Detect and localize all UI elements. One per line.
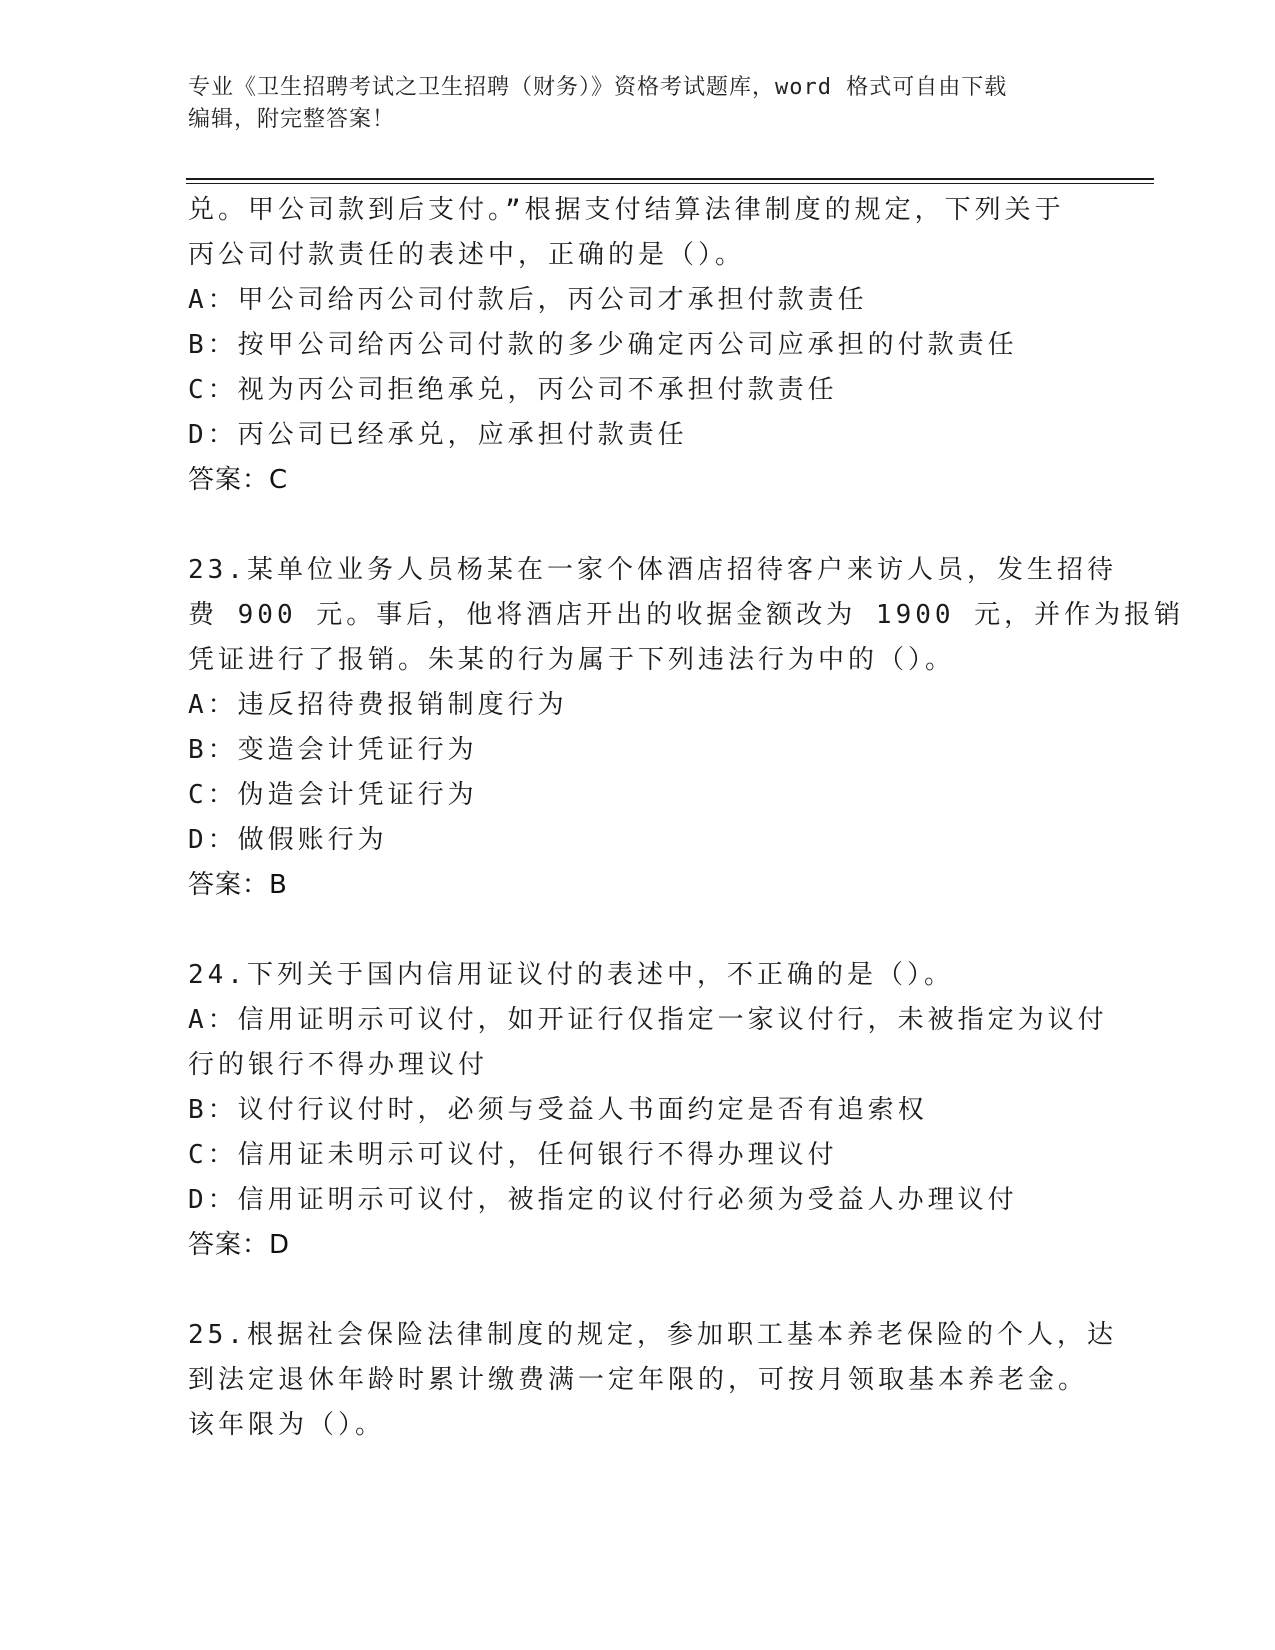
question-22-option-d: D：丙公司已经承兑，应承担付款责任	[188, 420, 688, 450]
question-24	[188, 953, 1108, 1268]
question-22-stem-line-1: 兑。甲公司款到后支付。”根据支付结算法律制度的规定，下列关于	[188, 195, 1065, 225]
question-23	[188, 548, 1185, 908]
question-22-option-a: A：甲公司给丙公司付款后，丙公司才承担付款责任	[188, 285, 868, 315]
spacer	[188, 1268, 1088, 1313]
question-24-option-c: C：信用证未明示可议付，任何银行不得办理议付	[188, 1140, 838, 1170]
question-22-answer: 答案：C	[188, 465, 289, 495]
question-23-answer: 答案：B	[188, 870, 288, 900]
question-content	[188, 188, 1185, 1448]
question-25-stem-line-1: 25.根据社会保险法律制度的规定，参加职工基本养老保险的个人，达	[188, 1320, 1117, 1350]
header-line-1: 专业《卫生招聘考试之卫生招聘（财务）》资格考试题库，word 格式可自由下载	[188, 75, 1008, 100]
question-25	[188, 1313, 1117, 1448]
question-23-stem-line-1: 23.某单位业务人员杨某在一家个体酒店招待客户来访人员，发生招待	[188, 555, 1117, 585]
header-line-2: 编辑，附完整答案！	[188, 107, 396, 132]
question-22	[188, 188, 1088, 503]
question-24-option-a-line-2: 行的银行不得办理议付	[188, 1050, 489, 1080]
question-25-stem-line-3: 该年限为（）。	[188, 1410, 386, 1440]
question-23-option-d: D：做假账行为	[188, 825, 388, 855]
spacer	[188, 908, 1088, 953]
page-header	[188, 72, 1068, 136]
question-23-option-a: A：违反招待费报销制度行为	[188, 690, 568, 720]
question-25-stem-line-2: 到法定退休年龄时累计缴费满一定年限的，可按月领取基本养老金。	[188, 1365, 1089, 1395]
question-22-option-b: B：按甲公司给丙公司付款的多少确定丙公司应承担的付款责任	[188, 330, 1018, 360]
question-22-stem-line-2: 丙公司付款责任的表述中，正确的是（）。	[188, 240, 746, 270]
question-24-option-b: B：议付行议付时，必须与受益人书面约定是否有追索权	[188, 1095, 928, 1125]
header-rule-thin	[186, 183, 1154, 184]
question-22-option-c: C：视为丙公司拒绝承兑，丙公司不承担付款责任	[188, 375, 838, 405]
question-23-stem-line-2: 费 900 元。事后，他将酒店开出的收据金额改为 1900 元，并作为报销	[188, 600, 1185, 630]
question-24-option-a-line-1: A：信用证明示可议付，如开证行仅指定一家议付行，未被指定为议付	[188, 1005, 1108, 1035]
spacer	[188, 503, 1088, 548]
question-23-stem-line-3: 凭证进行了报销。朱某的行为属于下列违法行为中的（）。	[188, 645, 956, 675]
header-rule-thick	[186, 178, 1154, 180]
question-24-answer: 答案：D	[188, 1230, 291, 1260]
question-23-option-b: B：变造会计凭证行为	[188, 735, 478, 765]
question-24-stem-line-1: 24.下列关于国内信用证议付的表述中，不正确的是（）。	[188, 960, 954, 990]
question-23-option-c: C：伪造会计凭证行为	[188, 780, 478, 810]
question-24-option-d: D：信用证明示可议付，被指定的议付行必须为受益人办理议付	[188, 1185, 1018, 1215]
